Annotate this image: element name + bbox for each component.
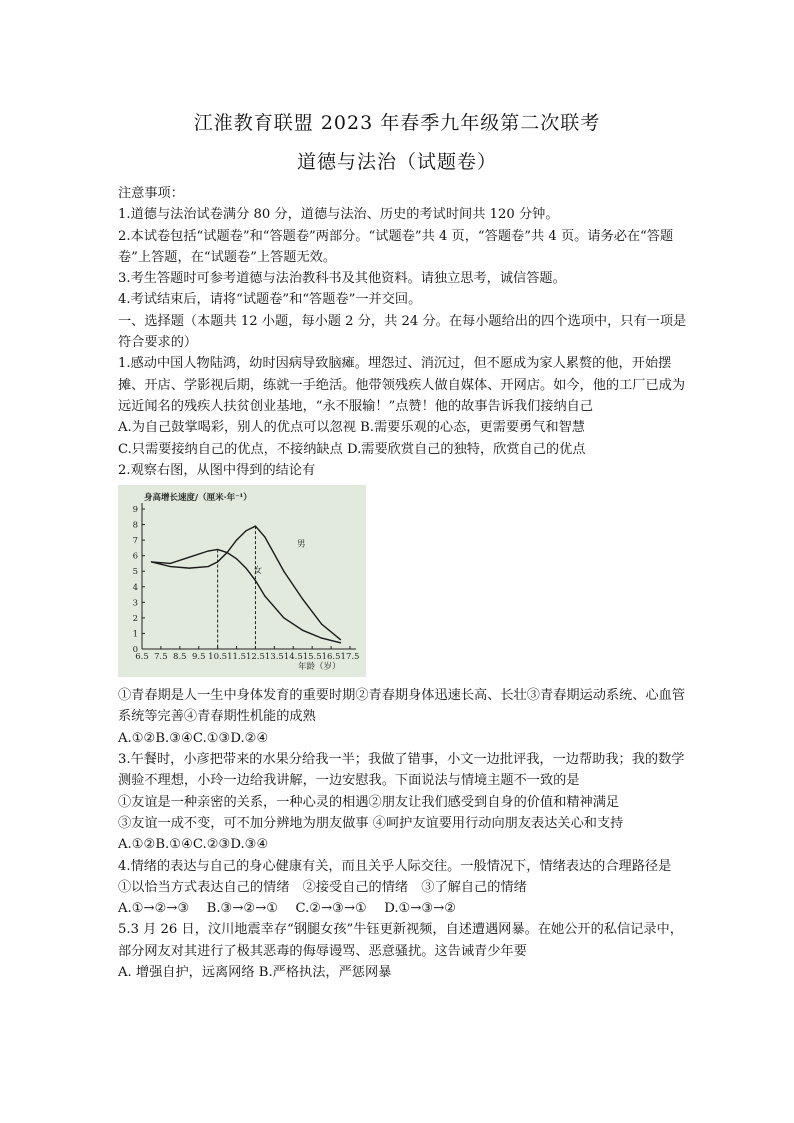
notice-item-1: 1.道德与法治试卷满分 80 分，道德与法治、历史的考试时间共 120 分钟。 xyxy=(118,207,559,223)
data-point xyxy=(255,580,256,581)
y-tick-label: 9 xyxy=(132,505,138,516)
y-tick-label: 4 xyxy=(132,582,138,593)
series-line-male xyxy=(151,526,340,640)
q3-line-1: ①友谊是一种亲密的关系，一种心灵的相遇②朋友让我们感受到自身的价值和精神满足 xyxy=(118,794,620,810)
y-tick-label: 6 xyxy=(132,551,138,562)
data-point xyxy=(236,558,237,559)
data-point xyxy=(151,561,152,562)
q1-stem: 1.感动中国人物陆鸿，幼时因病导致脑瘫。埋怨过、消沉过，但不愿成为家人累赘的他，开始摆摊、开店、学影视后期，练就一手绝活。他带领残疾人做自媒体、开网店。如今，他的工厂已成为远近闻名的残疾人扶贫创业基地，“永不服输！”点赞！他的故事告诉我们接纳自己 xyxy=(118,356,686,414)
data-point xyxy=(208,551,209,552)
y-tick-label: 0 xyxy=(132,645,138,656)
y-tick-label: 2 xyxy=(132,614,138,625)
y-tick-label: 7 xyxy=(132,536,138,547)
data-point xyxy=(255,526,256,527)
chart-title: 身高增长速度/（厘米·年⁻¹） xyxy=(144,493,252,504)
exam-title: 江淮教育联盟 2023 年春季九年级第二次联考 xyxy=(193,112,601,134)
data-point xyxy=(170,566,171,567)
q2-options: A.①②B.③④C.①③D.②④ xyxy=(118,730,269,746)
y-tick-label: 8 xyxy=(132,520,138,531)
q3-options: A.①②B.①④C.②③D.③④ xyxy=(118,837,269,853)
data-point xyxy=(283,571,284,572)
series-label-female: 女 xyxy=(253,565,263,576)
x-tick-label: 11.5 xyxy=(227,652,247,663)
q4-stem: 4.情绪的表达与自己的身心健康有关，而且关乎人际交往。一般情况下，情绪表达的合理路径是 xyxy=(118,858,672,874)
exam-content xyxy=(118,183,688,983)
q3-line-2: ③友谊一成不变，可不加分辨地为朋友做事 ④呵护友谊要用行动向朋友表达关心和支持 xyxy=(118,815,624,831)
notice-item-3: 3.考生答题时可参考道德与法治教科书及其他资料。请独立思考，诚信答题。 xyxy=(118,271,566,287)
q5-stem: 5.3 月 26 日，汶川地震幸存“钢腿女孩”牛钰更新视频，自述遭遇网暴。在她公开的私信记录中，部分网友对其进行了极其恶毒的侮辱谩骂、恶意骚扰。这告诫青少年要 xyxy=(118,922,683,959)
q1-options-ab: A.为自己鼓掌喝彩，别人的优点可以忽视 B.需要乐观的心态，更需要勇气和智慧 xyxy=(118,420,585,436)
exam-subtitle: 道德与法治（试题卷） xyxy=(296,151,497,173)
data-point xyxy=(321,624,322,625)
x-tick-label: 12.5 xyxy=(245,652,265,663)
y-tick-label: 1 xyxy=(132,629,138,640)
data-point xyxy=(283,617,284,618)
x-tick-label: 10.5 xyxy=(208,652,228,663)
data-point xyxy=(226,552,227,553)
q3-stem: 3.午餐时，小彦把带来的水果分给我一半；我做了错事，小文一边批评我，一边帮助我；我的数学测验不理想，小玲一边给我讲解，一边安慰我。下面说法与情境主题不一致的是 xyxy=(118,752,685,789)
x-tick-label: 8.5 xyxy=(173,652,187,663)
data-point xyxy=(321,638,322,639)
chart-xlabel: 年龄（岁） xyxy=(298,662,341,673)
q1-options-cd: C.只需要接纳自己的优点，不接纳缺点 D.需要欣赏自己的独特，欣赏自己的优点 xyxy=(118,441,586,457)
q4-options: A.①→②→③ B.③→②→① C.②→③→① D.①→③→② xyxy=(118,901,457,917)
x-tick-label: 14.5 xyxy=(283,652,303,663)
x-tick-label: 17.5 xyxy=(340,652,360,663)
data-point xyxy=(245,530,246,531)
x-tick-label: 16.5 xyxy=(321,652,341,663)
data-point xyxy=(189,557,190,558)
notice-item-4: 4.考试结束后，请将“试题卷”和“答题卷”一并交回。 xyxy=(118,292,422,308)
x-tick-label: 7.5 xyxy=(154,652,168,663)
data-point xyxy=(217,549,218,550)
notice-item-2: 2.本试卷包括“试题卷”和“答题卷”两部分。“试题卷”共 4 页，“答题卷”共 4 页。请务必在“答题卷”上答题，在“试题卷”上答题无效。 xyxy=(118,228,674,265)
x-tick-label: 15.5 xyxy=(302,652,322,663)
data-point xyxy=(208,566,209,567)
x-tick-label: 13.5 xyxy=(264,652,284,663)
series-label-male: 男 xyxy=(297,539,306,550)
q5-options: A. 增强自护，远离网络 B.严格执法，严惩网暴 xyxy=(118,965,392,981)
data-point xyxy=(189,568,190,569)
chart-svg xyxy=(118,485,366,677)
data-point xyxy=(217,561,218,562)
data-point xyxy=(340,639,341,640)
data-point xyxy=(264,537,265,538)
height-growth-chart xyxy=(118,485,366,677)
data-point xyxy=(236,540,237,541)
notice-heading: 注意事项： xyxy=(118,186,184,201)
data-point xyxy=(302,630,303,631)
q2-statements: ①青春期是人一生中身体发育的重要时期②青春期身体迅速长高、长壮③青春期运动系统、心血管系统等完善④青春期性机能的成熟 xyxy=(118,688,686,725)
series-line-female xyxy=(151,550,340,643)
data-point xyxy=(245,568,246,569)
y-tick-label: 3 xyxy=(132,598,138,609)
y-tick-label: 5 xyxy=(132,567,138,578)
q2-stem: 2.观察右图，从图中得到的结论有 xyxy=(118,462,316,478)
x-tick-label: 9.5 xyxy=(191,652,206,663)
data-point xyxy=(340,642,341,643)
data-point xyxy=(264,596,265,597)
q4-items: ①以恰当方式表达自己的情绪 ②接受自己的情绪 ③了解自己的情绪 xyxy=(118,879,527,895)
x-tick-label: 6.5 xyxy=(135,652,149,663)
data-point xyxy=(170,563,171,564)
section-heading: 一、选择题（本题共 12 小题，每小题 2 分，共 24 分。在每小题给出的四个选项中，只有一项是符合要求的） xyxy=(118,313,687,351)
data-point xyxy=(302,599,303,600)
